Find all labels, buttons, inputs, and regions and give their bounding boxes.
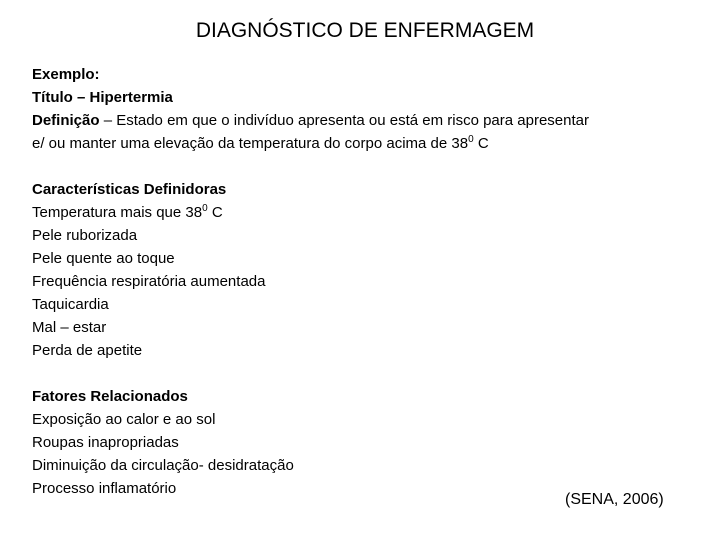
characteristic-temperature-suffix: C xyxy=(207,204,223,221)
related-factor-item: Diminuição da circulação- desidratação xyxy=(32,457,294,474)
title-value: – Hipertermia xyxy=(77,89,173,106)
slide-title: DIAGNÓSTICO DE ENFERMAGEM xyxy=(195,19,535,42)
degree-superscript: 0 xyxy=(468,134,474,145)
characteristic-temperature-prefix: Temperatura mais que 38 xyxy=(32,204,203,221)
definition-text-line2-prefix: e/ ou manter uma elevação da temperatura do corpo acima de 38 xyxy=(32,135,469,152)
characteristic-item: Perda de apetite xyxy=(32,342,143,359)
citation: (SENA, 2006) xyxy=(565,491,664,508)
defining-characteristics-heading: Características Definidoras xyxy=(32,181,227,198)
definition-text-line2-suffix: C xyxy=(473,135,489,152)
definition-line-2 xyxy=(32,132,702,155)
characteristic-item xyxy=(32,201,702,224)
related-factor-item: Roupas inapropriadas xyxy=(32,434,179,451)
characteristic-item: Mal – estar xyxy=(32,319,107,336)
slide-content xyxy=(32,63,702,500)
related-factor-item: Processo inflamatório xyxy=(32,480,177,497)
title-line xyxy=(32,86,702,109)
example-heading: Exemplo: xyxy=(32,66,100,83)
characteristic-item: Frequência respiratória aumentada xyxy=(32,273,266,290)
related-factors-heading: Fatores Relacionados xyxy=(32,388,188,405)
characteristic-item: Pele ruborizada xyxy=(32,227,138,244)
definition-text-line1: – Estado em que o indivíduo apresenta ou está em risco para apresentar xyxy=(103,112,589,129)
related-factor-item: Exposição ao calor e ao sol xyxy=(32,411,216,428)
characteristic-item: Taquicardia xyxy=(32,296,109,313)
title-label: Título xyxy=(32,89,73,106)
definition-line xyxy=(32,109,702,132)
characteristic-item: Pele quente ao toque xyxy=(32,250,175,267)
degree-superscript: 0 xyxy=(202,203,208,214)
definition-label: Definição xyxy=(32,112,100,129)
